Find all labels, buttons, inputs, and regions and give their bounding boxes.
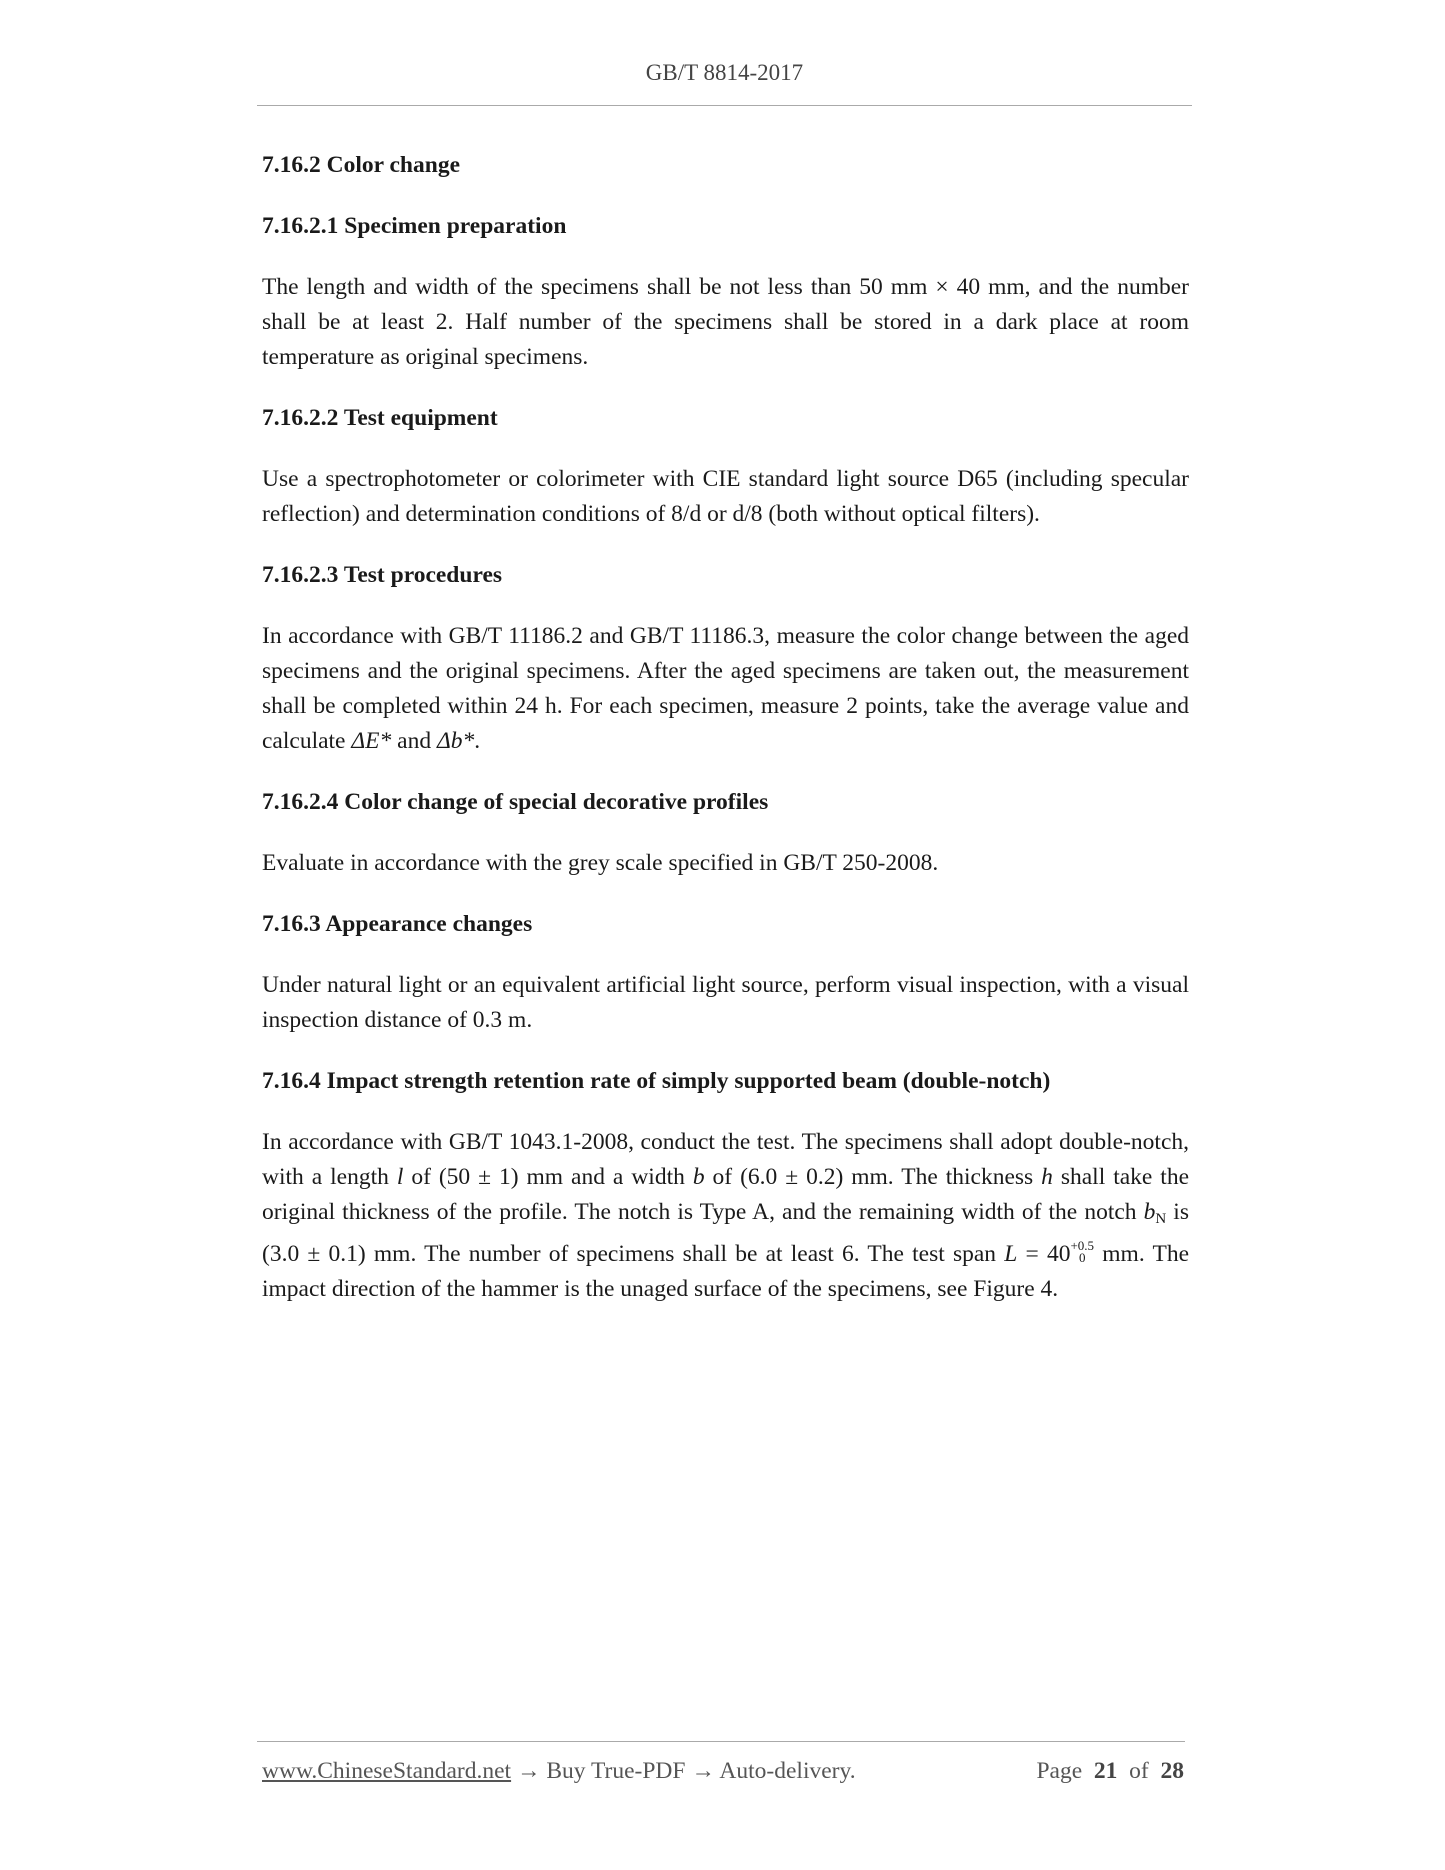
impact-text-6: mm. The impact direction of the hammer is the unaged surface of the specimens, see Figure 4. [262, 1241, 1189, 1302]
thickness-symbol: h [1041, 1164, 1053, 1190]
impact-text-4: shall take the original thickness of the profile. The notch is Type A, and the remaining width of the notch [262, 1164, 1190, 1225]
width-symbol: b [692, 1164, 705, 1190]
span-symbol: L [1004, 1241, 1018, 1267]
paragraph-appearance-changes: Under natural light or an equivalent artificial light source, perform visual inspection, with a visual inspection distance of 0.3 m. [262, 972, 1189, 1033]
period-text: . [474, 728, 481, 754]
delta-b-symbol: Δb* [436, 728, 475, 754]
paragraph-impact-strength [262, 1125, 1189, 1307]
paragraph-test-procedures [262, 619, 1189, 759]
footer-promo [262, 1758, 856, 1785]
heading-7-16-2-4: 7.16.2.4 Color change of special decorative profiles [262, 789, 769, 815]
document-body [262, 148, 1189, 1333]
procedures-text: In accordance with GB/T 11186.2 and GB/T 11186.3, measure the color change between the aged specimens and the original specimens. After the aged specimens are taken out, the measurement shall be completed within 24 h. For each specimen, measure 2 points, take the average value and calculate [262, 623, 1189, 754]
delta-e-symbol: ΔE* [351, 728, 392, 754]
of-label: of [1129, 1758, 1149, 1784]
impact-text-1: In accordance with GB/T 1043.1-2008, conduct the test. The specimens shall adopt double-notch, with a length [262, 1129, 1189, 1190]
heading-7-16-2-3: 7.16.2.3 Test procedures [262, 562, 503, 588]
tolerance-upper: +0.5 [1070, 1237, 1095, 1253]
paragraph-specimen-preparation: The length and width of the specimens shall be not less than 50 mm × 40 mm, and the number shall be at least 2. Half number of the specimens shall be stored in a dark place at room temperature as original specimens. [262, 274, 1189, 370]
tolerance-lower: 0 [1079, 1249, 1086, 1265]
total-pages: 28 [1160, 1758, 1184, 1784]
heading-7-16-2: 7.16.2 Color change [262, 152, 461, 178]
impact-text-2: of (50 ± 1) mm and a width [403, 1164, 693, 1190]
current-page: 21 [1093, 1758, 1118, 1784]
paragraph-special-profiles: Evaluate in accordance with the grey scale specified in GB/T 250-2008. [262, 850, 939, 876]
notch-width-symbol: b [1143, 1199, 1156, 1225]
buy-text: Buy True-PDF [546, 1758, 686, 1784]
heading-7-16-3: 7.16.3 Appearance changes [262, 911, 533, 937]
footer-divider [257, 1741, 1185, 1742]
page-label: Page [1036, 1758, 1083, 1784]
site-link[interactable]: www.ChineseStandard.net [262, 1758, 512, 1784]
arrow-1: → [511, 1758, 547, 1784]
length-symbol: l [396, 1164, 404, 1190]
heading-7-16-2-2: 7.16.2.2 Test equipment [262, 405, 498, 431]
notch-width-subscript: N [1155, 1211, 1167, 1227]
heading-7-16-2-1: 7.16.2.1 Specimen preparation [262, 213, 567, 239]
page-number [1036, 1758, 1184, 1785]
span-tolerance [1070, 1237, 1095, 1265]
delivery-text: Auto-delivery. [719, 1758, 856, 1784]
and-text: and [391, 728, 437, 754]
header-divider [257, 105, 1192, 106]
span-value: = 40 [1017, 1241, 1071, 1267]
running-header: GB/T 8814-2017 [645, 60, 804, 85]
impact-text-3: of (6.0 ± 0.2) mm. The thickness [704, 1164, 1042, 1190]
impact-text-5: is (3.0 ± 0.1) mm. The number of specimens shall be at least 6. The test span [262, 1199, 1189, 1267]
paragraph-test-equipment: Use a spectrophotometer or colorimeter with CIE standard light source D65 (including specular reflection) and determination conditions of 8/d or d/8 (both without optical filters). [262, 466, 1189, 527]
arrow-2: → [685, 1758, 720, 1784]
heading-7-16-4: 7.16.4 Impact strength retention rate of simply supported beam (double-notch) [262, 1068, 1051, 1094]
